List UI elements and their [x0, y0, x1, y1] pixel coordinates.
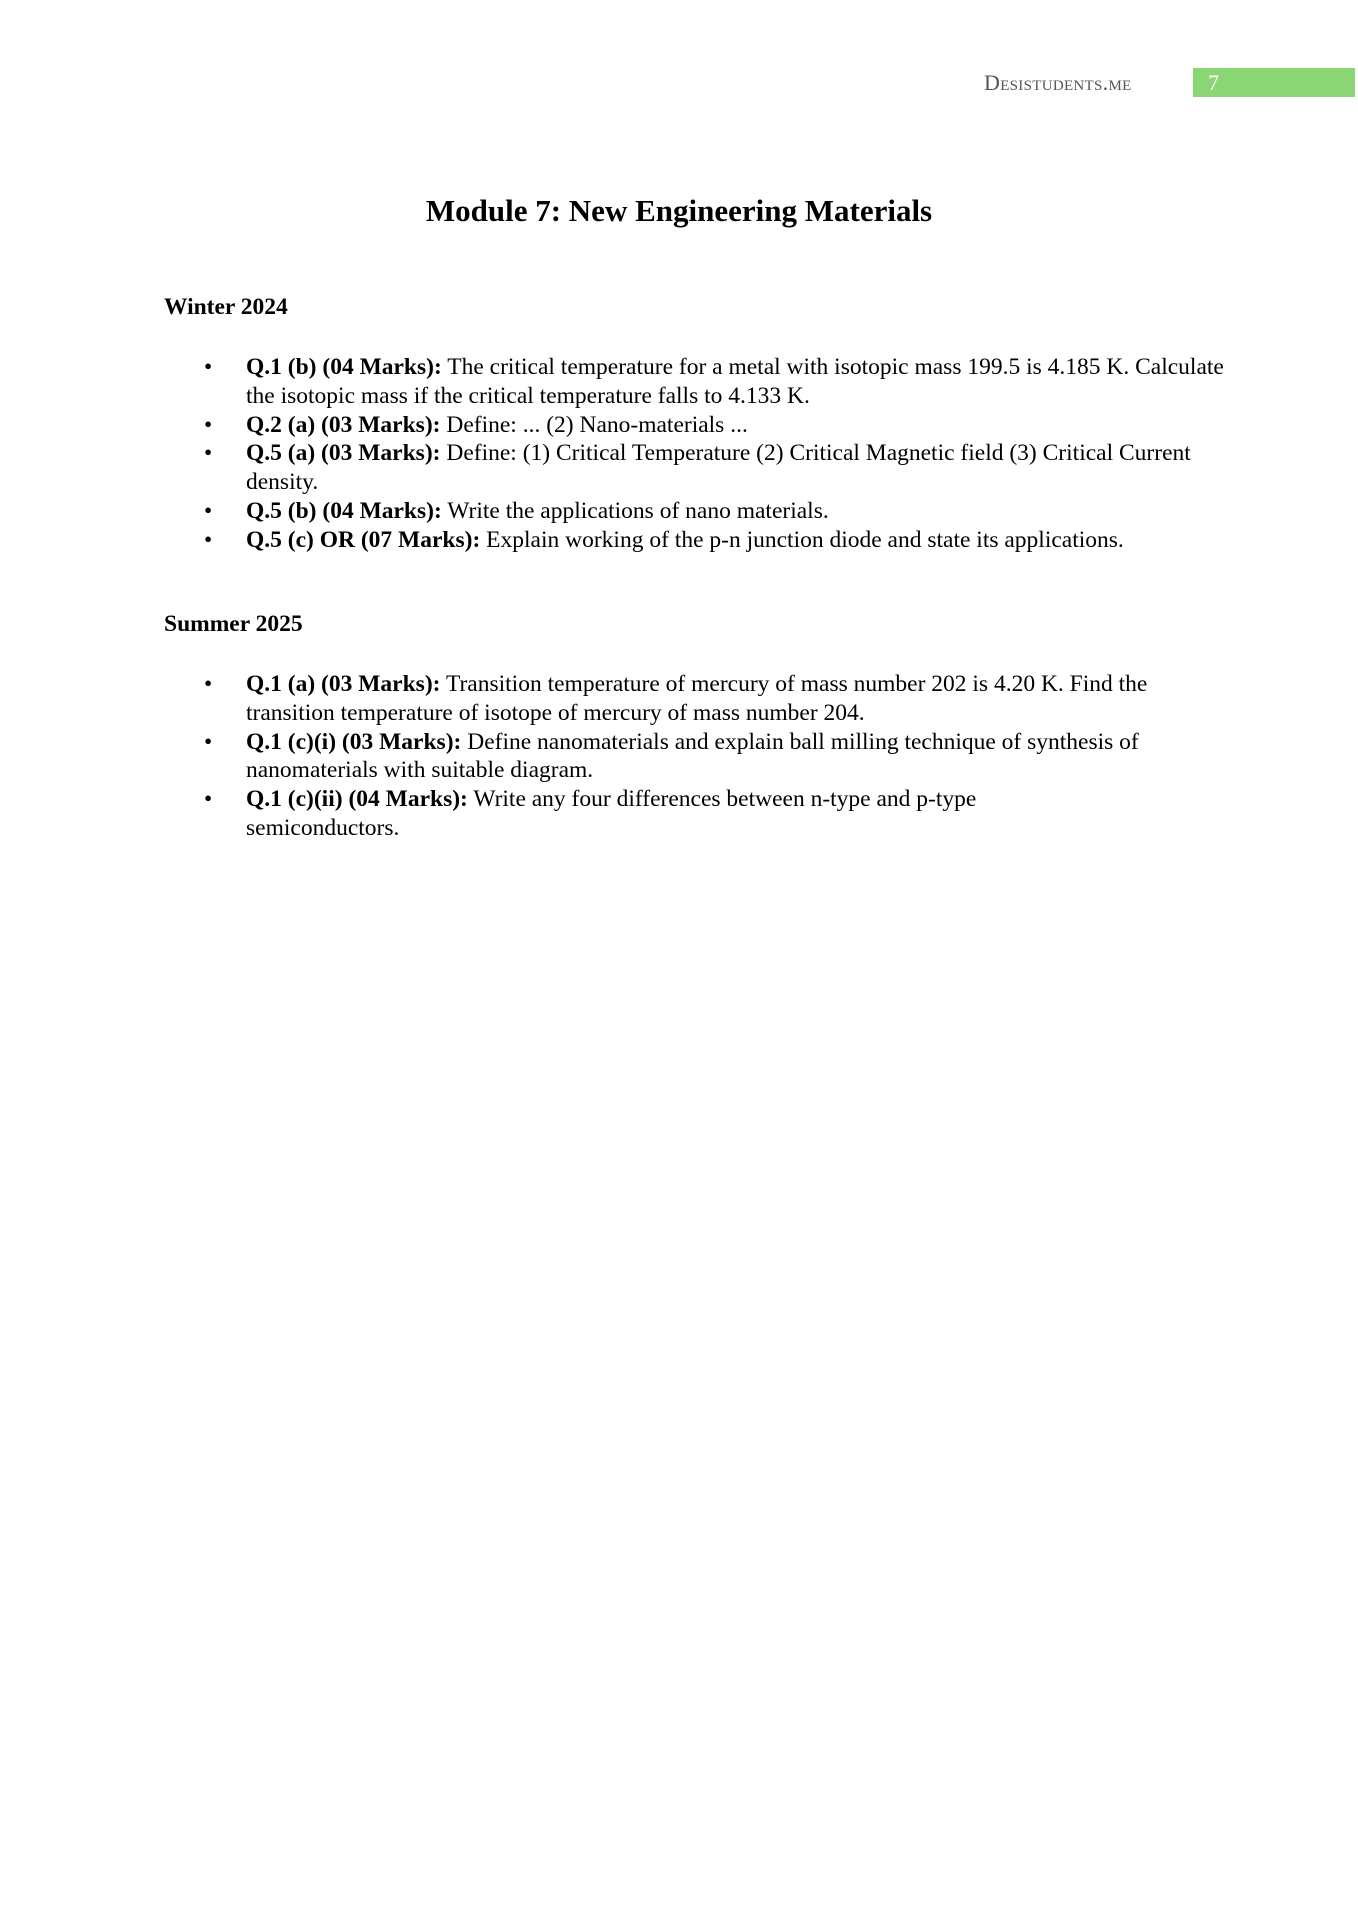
question-text: Define nanomaterials and explain ball milling technique of synthesis of nanomaterials with suitable diagram.	[246, 728, 1139, 784]
question-text: The critical temperature for a metal with isotopic mass 199.5 is 4.185 K. Calculate the isotopic mass if the critical temperature falls to 4.133 K.	[246, 354, 1224, 409]
list-item	[246, 785, 1056, 843]
question-label: Q.5 (b) (04 Marks):	[246, 497, 442, 524]
list-item	[246, 526, 1246, 555]
question-label: Q.5 (c) OR (07 Marks):	[246, 526, 481, 553]
question-label: Q.5 (a) (03 Marks):	[246, 440, 441, 467]
question-text: Write the applications of nano materials.	[447, 497, 829, 524]
section-heading-winter-2024: Winter 2024	[164, 294, 288, 320]
list-item	[246, 353, 1246, 411]
winter-2024-question-list	[204, 353, 1246, 555]
question-text: Transition temperature of mercury of mass number 202 is 4.20 K. Find the transition temperature of isotope of mercury of mass number 204.	[246, 671, 1148, 726]
question-label: Q.2 (a) (03 Marks):	[246, 411, 441, 438]
page-title: Module 7: New Engineering Materials	[425, 193, 933, 228]
question-text: Write any four differences between n-type and p-type semiconductors.	[246, 786, 977, 841]
question-label: Q.1 (c)(ii) (04 Marks):	[246, 786, 468, 813]
question-text: Define: (1) Critical Temperature (2) Critical Magnetic field (3) Critical Current density.	[246, 440, 1191, 496]
question-label: Q.1 (b) (04 Marks):	[246, 354, 442, 380]
question-text: Define: ... (2) Nano-materials ...	[446, 411, 748, 438]
question-label: Q.1 (a) (03 Marks):	[246, 671, 441, 697]
list-item	[246, 411, 1246, 440]
header-page-number: 7	[1193, 68, 1355, 97]
list-item	[246, 728, 1206, 786]
header-site-name: Desistudents.me	[984, 70, 1132, 95]
list-item	[246, 497, 1246, 526]
list-item	[246, 439, 1246, 497]
question-text: Explain working of the p-n junction diode and state its applications.	[486, 526, 1124, 553]
section-heading-summer-2025: Summer 2025	[164, 611, 303, 637]
list-item	[246, 670, 1206, 728]
summer-2025-question-list	[204, 670, 1206, 843]
question-label: Q.1 (c)(i) (03 Marks):	[246, 728, 462, 755]
